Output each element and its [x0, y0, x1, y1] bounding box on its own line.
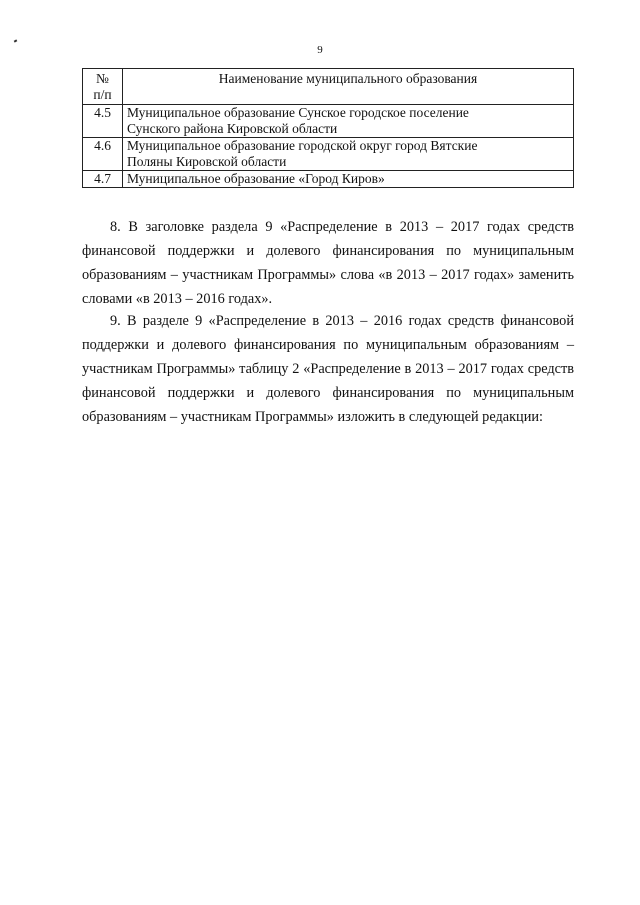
row-name	[123, 105, 574, 138]
table-row	[83, 171, 574, 188]
page-number: 9	[317, 44, 323, 56]
paragraph-9: 9. В разделе 9 «Распределение в 2013 – 2016 годах средств финансовой поддержки и долевого финансирования по муниципальным образованиям – участникам Программы» таблицу 2 «Распределение в 2013 – 2017 годах средств финансовой поддержки и долевого финансирования по муниципальным образованиям – участникам Программы» изложить в следующей редакции:	[82, 313, 574, 425]
table-row	[83, 138, 574, 171]
row-name	[123, 138, 574, 171]
table-header-row	[83, 69, 574, 105]
row-number: 4.6	[83, 138, 123, 171]
row-number: 4.7	[83, 171, 123, 188]
column-header-number	[83, 69, 123, 105]
row-name-line: Муниципальное образование Сунское городское поселение	[127, 105, 469, 120]
table-row	[83, 105, 574, 138]
row-name-line: Муниципальное образование городской округ город Вятские	[127, 138, 478, 153]
column-header-number-abbr: п/п	[93, 87, 112, 102]
municipality-table	[82, 68, 574, 188]
paragraph-8: 8. В заголовке раздела 9 «Распределение в 2013 – 2017 годах средств финансовой поддержки и долевого финансирования по муниципальным образованиям – участникам Программы» слова «в 2013 – 2017 годах» заменить словами «в 2013 – 2016 годах».	[82, 219, 574, 307]
column-header-name: Наименование муниципального образования	[123, 69, 574, 105]
scan-mark	[14, 39, 18, 42]
row-name-line: Сунского района Кировской области	[127, 121, 338, 136]
column-header-number-sign: №	[96, 71, 109, 86]
row-name	[123, 171, 574, 188]
row-name-line: Муниципальное образование «Город Киров»	[127, 171, 385, 186]
row-name-line: Поляны Кировской области	[127, 154, 287, 169]
row-number: 4.5	[83, 105, 123, 138]
